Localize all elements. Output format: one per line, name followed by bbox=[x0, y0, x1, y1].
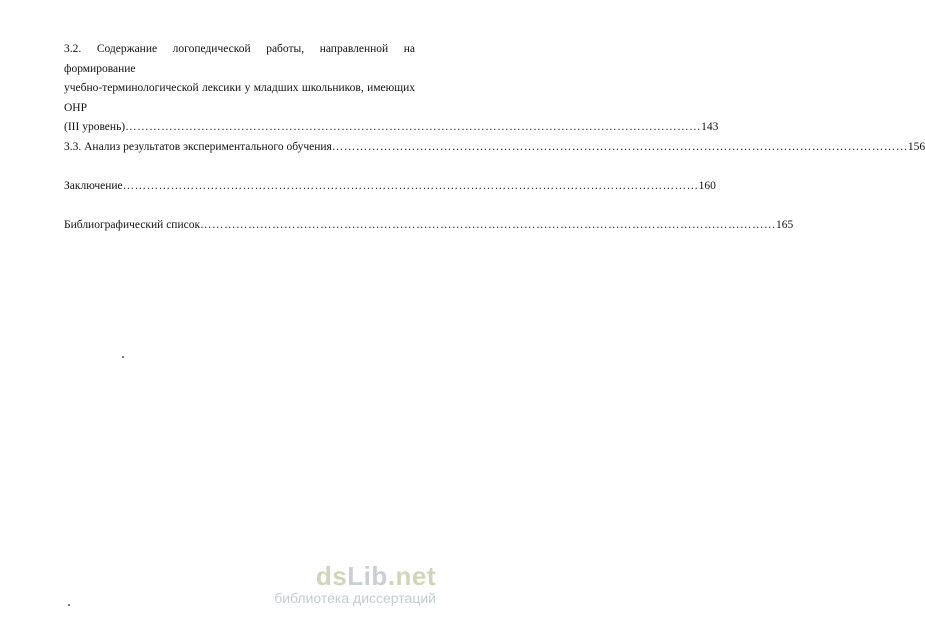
toc-leader-dots: ……………………………………………………………………………………………………………………………… bbox=[122, 179, 699, 192]
toc-entry-conclusion-title: Заключение bbox=[64, 179, 123, 192]
toc-leader-dots: ……………………………………………………………………………………………………………………………… bbox=[331, 140, 908, 153]
toc-entry-3-3-title: 3.3. Анализ результатов экспериментального обучения bbox=[64, 140, 332, 153]
toc-entry-3-2-line-1: 3.2. Содержание логопедической работы, направленной на формирование bbox=[64, 43, 415, 75]
toc-entry-bibliography-page: 165 bbox=[776, 218, 794, 231]
scan-speck bbox=[122, 356, 124, 358]
toc-entry-3-2-line-2: учебно-терминологической лексики у младших школьников, имеющих ОНР bbox=[64, 82, 415, 114]
toc-entry-3-2-page: 143 bbox=[701, 121, 719, 133]
toc-entry-3-2-title-end: (III уровень) bbox=[64, 121, 126, 133]
toc-entry-conclusion-page: 160 bbox=[698, 179, 716, 192]
toc-entry-3-2-line-3 bbox=[64, 118, 719, 138]
toc-leader-dots: ……………………………………………………………………………………………………………………………… bbox=[125, 121, 702, 133]
scan-speck bbox=[68, 604, 70, 606]
toc-entry-bibliography bbox=[64, 216, 794, 236]
watermark bbox=[274, 562, 436, 606]
toc-entry-3-3 bbox=[64, 138, 925, 158]
table-of-contents bbox=[64, 40, 925, 235]
toc-entry-3-3-page: 156 bbox=[907, 140, 925, 153]
toc-leader-dots: ……………………………………………………………………………………………………………………………… bbox=[200, 218, 777, 231]
toc-entry-bibliography-title: Библиографический список bbox=[64, 218, 201, 231]
toc-entry-conclusion bbox=[64, 177, 716, 197]
watermark-subtitle: библиотека диссертаций bbox=[274, 590, 436, 606]
watermark-logo: dsLib.net bbox=[315, 561, 436, 591]
